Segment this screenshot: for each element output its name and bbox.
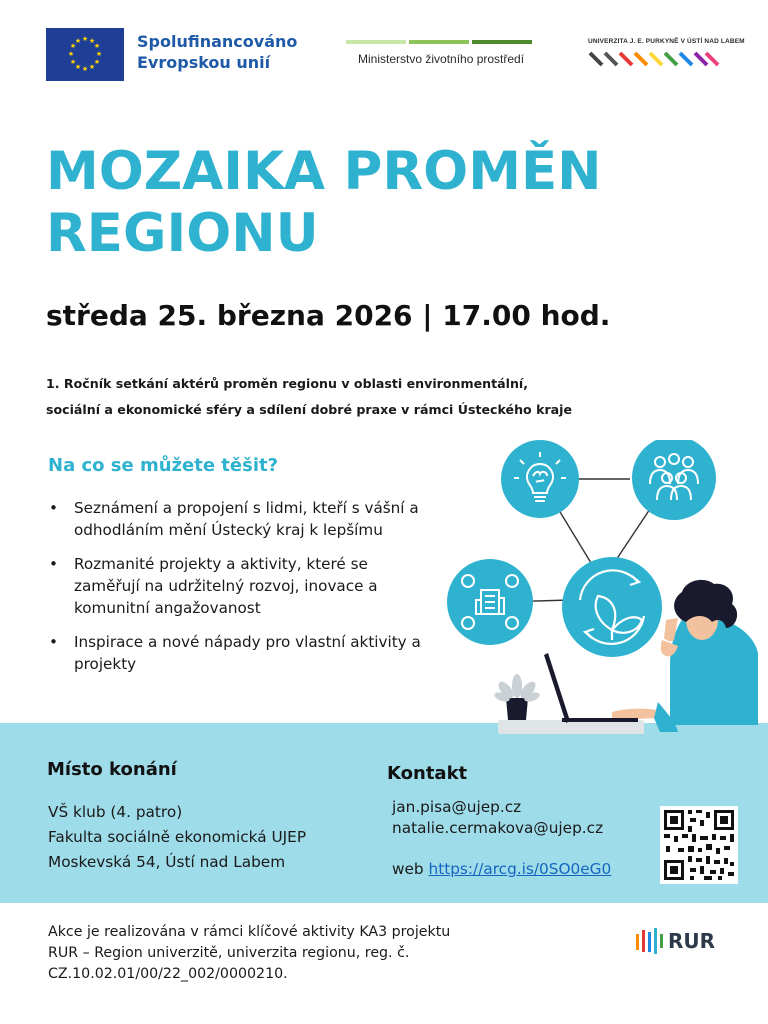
university-logo-stripes	[588, 49, 720, 69]
svg-text:★: ★	[69, 42, 77, 50]
bullet-marker: •	[49, 555, 58, 573]
benefits-list	[46, 497, 436, 687]
list-item	[46, 497, 436, 541]
eu-line-2: Evropskou unií	[137, 53, 271, 72]
web-label: web	[392, 860, 424, 878]
eu-cofunding-text	[137, 31, 297, 73]
web-line	[392, 860, 611, 878]
page-title	[46, 141, 736, 265]
eu-flag-icon	[46, 28, 124, 81]
title-line-1: MOZAIKA PROMĚN	[46, 141, 602, 202]
list-item	[46, 553, 436, 619]
email-link[interactable]: jan.pisa@ujep.cz	[392, 798, 522, 816]
footer-line: Akce je realizována v rámci klíčové aktivity KA3 projektu	[48, 924, 451, 940]
svg-text:★: ★	[81, 65, 89, 73]
contact-emails	[392, 797, 603, 839]
web-link[interactable]: https://arcg.is/0SO0eG0	[428, 860, 612, 878]
svg-text:★: ★	[67, 50, 75, 58]
bullet-marker: •	[49, 499, 58, 517]
city-network-icon	[447, 559, 533, 645]
event-description	[46, 371, 746, 423]
rur-logo-text: RUR	[668, 929, 716, 953]
venue-address	[48, 800, 306, 875]
benefit-text: Seznámení a propojení s lidmi, kteří s vášní a odhodláním mění Ústecký kraj k lepšímu	[74, 499, 419, 539]
university-logo-text: UNIVERZITA J. E. PURKYNĚ V ÚSTÍ NAD LABEM	[588, 38, 745, 45]
funding-note	[48, 922, 588, 985]
intro-line-1: 1. Ročník setkání aktérů proměn regionu v oblasti environmentální,	[46, 376, 529, 391]
venue-line: Fakulta sociálně ekonomická UJEP	[48, 828, 307, 846]
benefits-heading: Na co se můžete těšit?	[48, 455, 279, 476]
svg-text:★: ★	[74, 37, 82, 45]
brain-bulb-icon	[501, 440, 579, 518]
email-link[interactable]: natalie.cermakova@ujep.cz	[392, 819, 604, 837]
venue-heading: Místo konání	[47, 759, 177, 780]
contact-heading: Kontakt	[387, 763, 468, 784]
footer-line: RUR – Region univerzitě, univerzita regionu, reg. č.	[48, 945, 410, 961]
benefit-text: Rozmanité projekty a aktivity, které se zaměřují na udržitelný rozvoj, inovace a komunitní angažovanost	[74, 555, 378, 617]
svg-text:★: ★	[93, 58, 101, 66]
eu-line-1: Spolufinancováno	[137, 32, 298, 51]
footer-line: CZ.10.02.01/00/22_002/0000210.	[48, 966, 288, 982]
svg-text:★: ★	[69, 58, 77, 66]
svg-text:★: ★	[74, 63, 82, 71]
ministry-logo-bars	[346, 40, 532, 44]
svg-text:★: ★	[88, 37, 96, 45]
list-item	[46, 631, 436, 675]
intro-line-2: sociální a ekonomické sféry a sdílení dobré praxe v rámci Ústeckého kraje	[46, 402, 573, 417]
svg-text:★: ★	[81, 35, 89, 43]
svg-text:★: ★	[88, 63, 96, 71]
venue-line: Moskevská 54, Ústí nad Labem	[48, 853, 286, 871]
recycle-leaf-icon	[562, 557, 662, 657]
event-date: středa 25. března 2026 | 17.00 hod.	[46, 299, 611, 332]
network-illustration	[440, 440, 768, 740]
svg-text:★: ★	[93, 42, 101, 50]
bullet-marker: •	[49, 633, 58, 651]
title-line-2: REGIONU	[46, 203, 319, 264]
ministry-logo-text: Ministerstvo životního prostředí	[358, 52, 525, 66]
benefit-text: Inspirace a nové nápady pro vlastní aktivity a projekty	[74, 633, 421, 673]
svg-text:★: ★	[95, 50, 103, 58]
qr-code-icon	[660, 806, 738, 884]
people-group-icon	[632, 440, 716, 520]
venue-line: VŠ klub (4. patro)	[48, 803, 183, 821]
